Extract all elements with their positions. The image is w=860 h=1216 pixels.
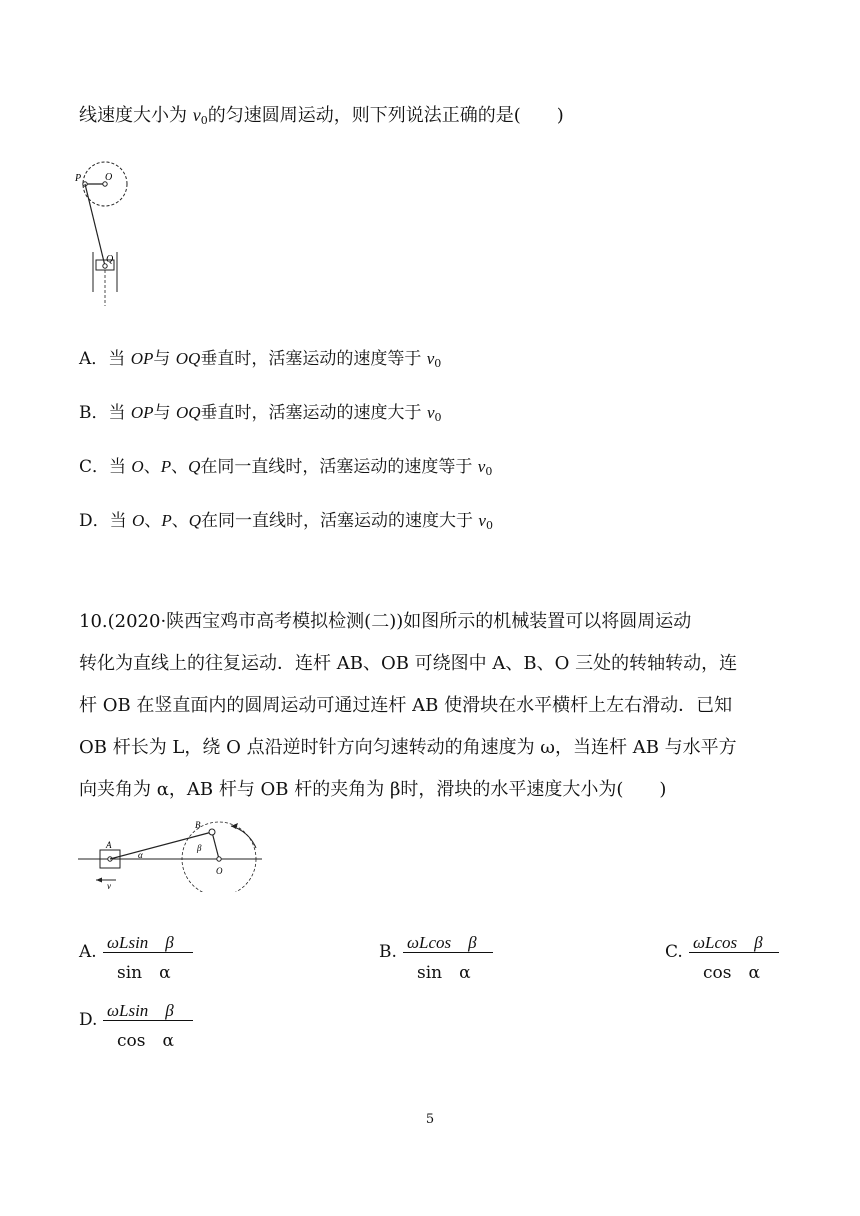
q9-fig-label-o: O bbox=[105, 172, 113, 183]
q10-fig-label-o: O bbox=[216, 866, 223, 876]
option-text: 在同一直线时，活塞运动的速度等于 bbox=[200, 457, 478, 477]
option-var: OQ bbox=[175, 403, 201, 422]
option-sub: 0 bbox=[485, 465, 493, 478]
option-sub: 0 bbox=[485, 519, 493, 532]
q9-figure-crank-piston bbox=[72, 160, 142, 310]
option-var: v bbox=[478, 511, 486, 530]
q10-choice-d bbox=[79, 996, 209, 1051]
option-sub: 0 bbox=[434, 411, 442, 424]
q9-option-c bbox=[79, 452, 492, 478]
q9-fig-label-p: P bbox=[75, 173, 82, 184]
q9-stem-sub: 0 bbox=[200, 114, 208, 127]
page-number: 5 bbox=[425, 1112, 435, 1127]
q10-choice-c bbox=[665, 928, 795, 983]
q10-fig-label-b: B bbox=[195, 820, 201, 830]
q10-stem-line-5: 向夹角为 α，AB 杆与 OB 杆的夹角为 β时，滑块的水平速度大小为( ) bbox=[79, 779, 667, 800]
q9-stem-var: v bbox=[192, 105, 201, 125]
option-var: OP bbox=[130, 349, 154, 368]
choice-denominator: cos α bbox=[703, 963, 760, 983]
q9-option-a bbox=[79, 344, 441, 370]
option-var: v bbox=[426, 403, 435, 422]
q10-fig-label-beta: β bbox=[197, 843, 202, 853]
q10-stem-line-1: 10.(2020·陕西宝鸡市高考模拟检测(二))如图所示的机械装置可以将圆周运动 bbox=[79, 611, 692, 632]
option-var: v bbox=[477, 457, 486, 476]
q10-choice-a bbox=[79, 928, 209, 983]
option-text: 、 bbox=[171, 511, 189, 531]
option-var: OP bbox=[130, 403, 154, 422]
choice-label: D. bbox=[79, 1010, 98, 1030]
choice-denominator: cos α bbox=[117, 1031, 174, 1051]
option-var: v bbox=[426, 349, 435, 368]
q9-stem bbox=[79, 106, 564, 126]
choice-numerator: ωLcos β bbox=[693, 933, 763, 952]
choice-numerator: ωLcos β bbox=[407, 933, 477, 952]
fraction-bar bbox=[103, 952, 193, 953]
option-var: P bbox=[161, 511, 172, 530]
option-text: 、 bbox=[171, 457, 189, 477]
option-label: D．当 bbox=[79, 511, 133, 531]
option-var: O bbox=[131, 457, 144, 476]
choice-label: C. bbox=[665, 942, 683, 962]
q10-stem-line-4: OB 杆长为 L，绕 O 点沿逆时针方向匀速转动的角速度为 ω，当连杆 AB 与水平方 bbox=[79, 737, 737, 758]
q10-figure-slider-crank bbox=[76, 816, 266, 892]
fraction-bar bbox=[689, 952, 779, 953]
q10-choice-b bbox=[379, 928, 509, 983]
option-text: 在同一直线时，活塞运动的速度大于 bbox=[201, 511, 479, 531]
option-var: O bbox=[132, 511, 145, 530]
q9-option-d bbox=[79, 506, 493, 532]
option-text: 与 bbox=[153, 403, 176, 423]
q10-stem-line-2: 转化为直线上的往复运动．连杆 AB、OB 可绕图中 A、B、O 三处的转轴转动，连 bbox=[79, 653, 738, 674]
fraction-bar bbox=[103, 1020, 193, 1021]
option-var: Q bbox=[188, 511, 201, 530]
option-text: 垂直时，活塞运动的速度大于 bbox=[200, 403, 427, 423]
q9-option-b bbox=[79, 398, 442, 424]
option-sub: 0 bbox=[434, 357, 442, 370]
choice-label: B. bbox=[379, 942, 397, 962]
q9-stem-text-a: 线速度大小为 bbox=[79, 105, 193, 126]
q10-stem-line-3: 杆 OB 在竖直面内的圆周运动可通过连杆 AB 使滑块在水平横杆上左右滑动．已知 bbox=[79, 695, 733, 716]
option-var: OQ bbox=[175, 349, 201, 368]
option-text: 、 bbox=[143, 457, 161, 477]
choice-numerator: ωLsin β bbox=[107, 933, 174, 952]
option-var: Q bbox=[188, 457, 201, 476]
choice-denominator: sin α bbox=[417, 963, 471, 983]
option-label: A．当 bbox=[79, 349, 131, 369]
choice-numerator: ωLsin β bbox=[107, 1001, 174, 1020]
choice-label: A. bbox=[79, 942, 97, 962]
option-label: B．当 bbox=[79, 403, 131, 423]
option-var: P bbox=[160, 457, 172, 476]
q9-stem-text-b: 的匀速圆周运动，则下列说法正确的是( ) bbox=[207, 105, 564, 126]
fraction-bar bbox=[403, 952, 493, 953]
option-label: C．当 bbox=[79, 457, 132, 477]
option-text: 、 bbox=[144, 511, 162, 531]
option-text: 垂直时，活塞运动的速度等于 bbox=[200, 349, 427, 369]
q10-fig-label-v: v bbox=[107, 881, 111, 891]
q10-fig-label-alpha: α bbox=[138, 850, 143, 860]
q10-fig-label-a: A bbox=[106, 840, 112, 850]
option-text: 与 bbox=[153, 349, 176, 369]
q9-fig-label-q: Q bbox=[106, 254, 114, 265]
choice-denominator: sin α bbox=[117, 963, 171, 983]
